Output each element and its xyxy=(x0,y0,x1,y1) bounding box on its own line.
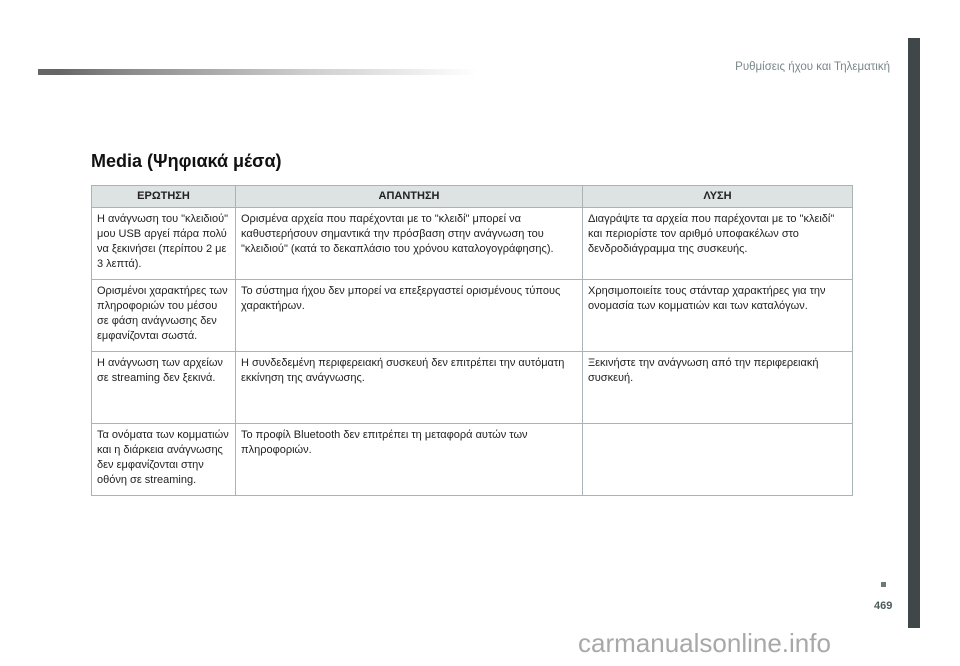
solution-cell xyxy=(583,424,853,496)
page-marker-icon xyxy=(881,582,886,587)
column-header-question: ΕΡΩΤΗΣΗ xyxy=(92,186,236,208)
troubleshooting-table xyxy=(91,185,853,496)
page-title: Media (Ψηφιακά μέσα) xyxy=(91,151,282,171)
question-cell: Η ανάγνωση του "κλειδιού" μου USB αργεί πάρα πολύ να ξεκινήσει (περίπου 2 με 3 λεπτά). xyxy=(92,208,236,280)
question-cell: Η ανάγνωση των αρχείων σε streaming δεν ξεκινά. xyxy=(92,352,236,424)
header-gradient-bar xyxy=(38,69,478,75)
solution-cell: Χρησιμοποιείτε τους στάνταρ χαρακτήρες για την ονομασία των κομματιών και των καταλόγων. xyxy=(583,280,853,352)
table-row xyxy=(92,208,853,280)
answer-cell: Ορισμένα αρχεία που παρέχονται με το "κλειδί" μπορεί να καθυστερήσουν σημαντικά την πρόσβαση στην ανάγνωση του "κλειδιού" (κατά το δεκαπλάσιο του χρόνου καταλογογράφησης). xyxy=(236,208,583,280)
table-row xyxy=(92,352,853,424)
watermark: carmanualsonline.info xyxy=(578,628,831,658)
answer-cell: Το σύστημα ήχου δεν μπορεί να επεξεργαστεί ορισμένους τύπους χαρακτήρων. xyxy=(236,280,583,352)
section-title: Ρυθμίσεις ήχου και Τηλεματική xyxy=(735,61,890,73)
table-row xyxy=(92,424,853,496)
question-cell: Τα ονόματα των κομματιών και η διάρκεια ανάγνωσης δεν εμφανίζονται στην οθόνη σε streaming. xyxy=(92,424,236,496)
solution-cell: Διαγράψτε τα αρχεία που παρέχονται με το "κλειδί" και περιορίστε τον αριθμό υποφακέλων στο δενδροδιάγραμμα της συσκευής. xyxy=(583,208,853,280)
column-header-answer: ΑΠΑΝΤΗΣΗ xyxy=(236,186,583,208)
solution-cell: Ξεκινήστε την ανάγνωση από την περιφερειακή συσκευή. xyxy=(583,352,853,424)
answer-cell: Η συνδεδεμένη περιφερειακή συσκευή δεν επιτρέπει την αυτόματη εκκίνηση της ανάγνωσης. xyxy=(236,352,583,424)
side-tab-bar xyxy=(908,38,920,628)
column-header-solution: ΛΥΣΗ xyxy=(583,186,853,208)
table-row xyxy=(92,280,853,352)
answer-cell: Το προφίλ Bluetooth δεν επιτρέπει τη μεταφορά αυτών των πληροφοριών. xyxy=(236,424,583,496)
page-number: 469 xyxy=(874,600,893,612)
table-header-row xyxy=(92,186,853,208)
question-cell: Ορισμένοι χαρακτήρες των πληροφοριών του μέσου σε φάση ανάγνωσης δεν εμφανίζονται σωστά. xyxy=(92,280,236,352)
